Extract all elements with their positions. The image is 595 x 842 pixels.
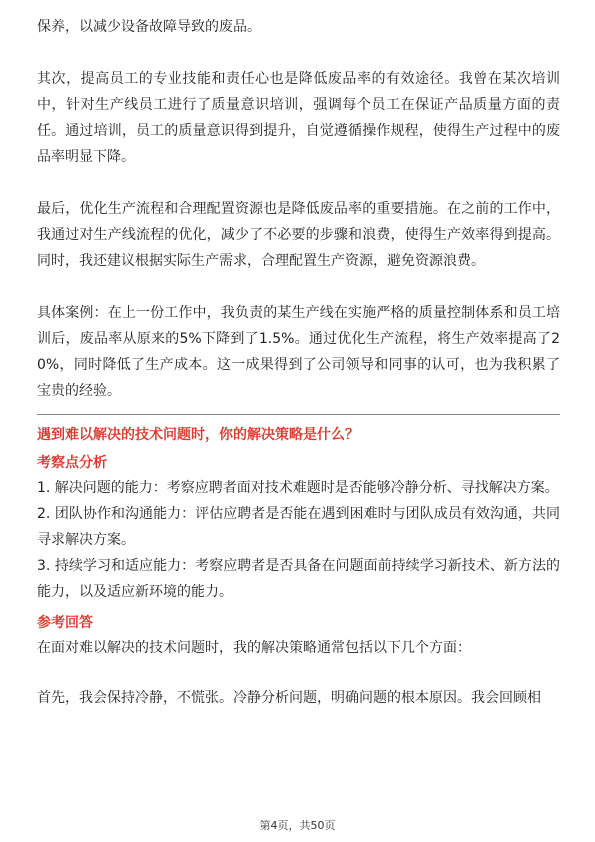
paragraph-maintenance: 保养，以减少设备故障导致的废品。 — [37, 19, 261, 35]
analysis-item-2: 2. 团队协作和沟通能力：评估应聘者是否能在遇到困难时与团队成员有效沟通，共同寻求解决方案。 — [37, 506, 560, 548]
analysis-title: 考察点分析 — [37, 455, 107, 471]
question-heading: 遇到难以解决的技术问题时，你的解决策略是什么？ — [37, 427, 359, 443]
analysis-item-1: 1. 解决问题的能力：考察应聘者面对技术难题时是否能够冷静分析、寻找解决方案。 — [37, 480, 559, 496]
reference-first-point: 首先，我会保持冷静，不慌张。冷静分析问题，明确问题的根本原因。我会回顾相 — [37, 690, 541, 706]
paragraph-training: 其次，提高员工的专业技能和责任心也是降低废品率的有效途径。我曾在某次培训中，针对生产线员工进行了质量意识培训，强调每个员工在保证产品质量方面的责任。通过培训，员工的质量意识得到提升，自觉遵循操作规程，使得生产过程中的废品率明显下降。 — [37, 71, 560, 165]
reference-title: 参考回答 — [37, 615, 93, 631]
analysis-item-3: 3. 持续学习和适应能力：考察应聘者是否具备在问题面前持续学习新技术、新方法的能力，以及适应新环境的能力。 — [37, 558, 560, 600]
section-divider — [37, 414, 560, 415]
page-content — [37, 14, 560, 711]
reference-intro: 在面对难以解决的技术问题时，我的解决策略通常包括以下几个方面： — [37, 640, 471, 656]
page-number: 第4页，共50页 — [259, 819, 336, 832]
paragraph-process-optimization: 最后，优化生产流程和合理配置资源也是降低废品率的重要措施。在之前的工作中，我通过对生产线流程的优化，减少了不必要的步骤和浪费，使得生产效率得到提高。同时，我还建议根据实际生产需求，合理配置生产资源，避免资源浪费。 — [37, 201, 560, 269]
paragraph-case-study: 具体案例：在上一份工作中，我负责的某生产线在实施严格的质量控制体系和员工培训后，废品率从原来的5%下降到了1.5%。通过优化生产流程，将生产效率提高了20%，同时降低了生产成本。这一成果得到了公司领导和同事的认可，也为我积累了宝贵的经验。 — [37, 305, 560, 399]
